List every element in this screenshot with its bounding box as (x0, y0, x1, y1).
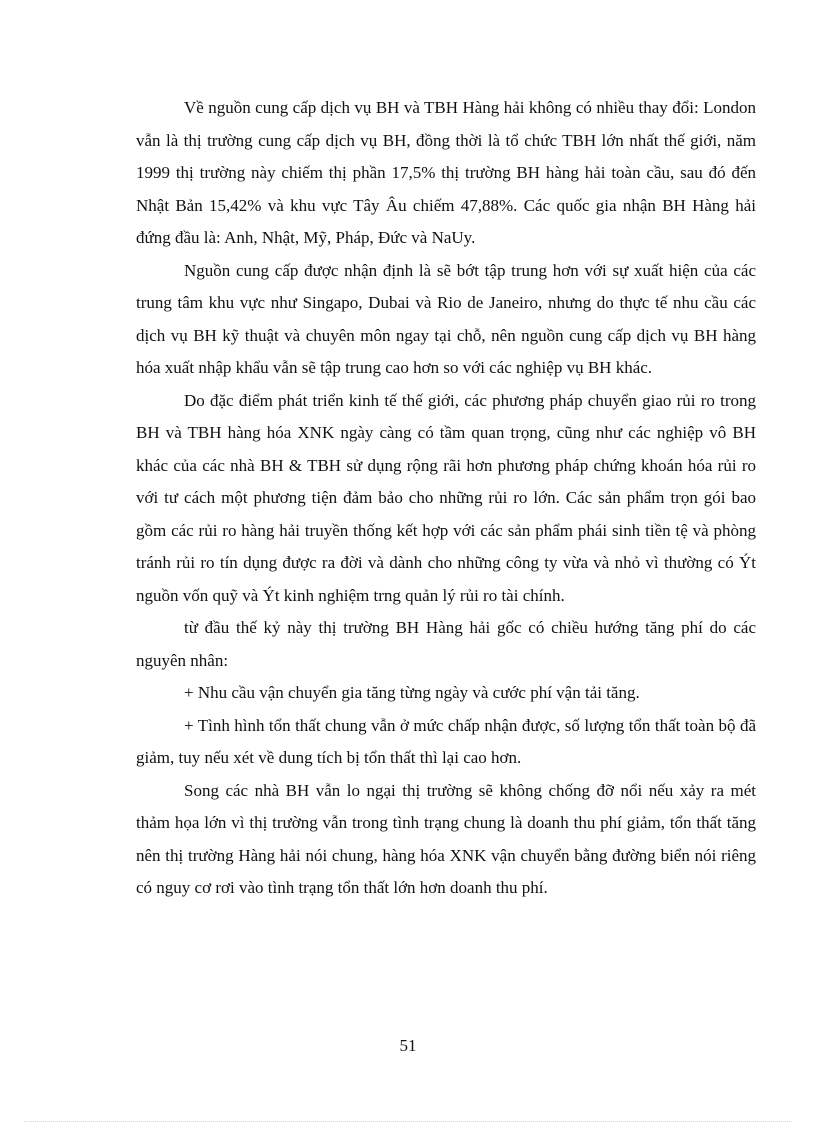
page-number: 51 (399, 1036, 417, 1055)
list-item-transport-demand: + Nhu cầu vận chuyển gia tăng từng ngày và cước phí vận tải tăng. (184, 683, 640, 702)
text-body (136, 92, 756, 905)
paragraph-supply-sources: Về nguồn cung cấp dịch vụ BH và TBH Hàng hải không có nhiều thay đổi: London vẫn là thị trường cung cấp dịch vụ BH, đồng thời là tổ chức TBH lớn nhất thế giới, năm 1999 thị trường này chiếm thị phần 17,5% thị trường BH hàng hải toàn cầu, sau đó đến Nhật Bản 15,42% và khu vực Tây Âu chiếm 47,88%. Các quốc gia nhận BH Hàng hải đứng đầu là: Anh, Nhật, Mỹ, Pháp, Đức và NaUy. (136, 98, 756, 247)
paragraph-regional-centers: Nguồn cung cấp được nhận định là sẽ bớt tập trung hơn với sự xuất hiện của các trung tâm khu vực như Singapo, Dubai và Rio de Janeiro, nhưng do thực tế nhu cầu các dịch vụ BH kỹ thuật và chuyên môn ngay tại chỗ, nên nguồn cung cấp dịch vụ BH hàng hóa xuất nhập khẩu vẫn sẽ tập trung cao hơn so với các nghiệp vụ BH khác. (136, 260, 756, 377)
paragraph-insurer-concerns: Song các nhà BH vẫn lo ngại thị trường sẽ không chống đỡ nổi nếu xảy ra mét thảm họa lớn vì thị trường vẫn trong tình trạng chung là doanh thu phí giảm, tổn thất tăng nên thị trường Hàng hải nói chung, hàng hóa XNK vận chuyển bằng đường biển nói riêng có nguy cơ rơi vào tình trạng tổn thất lớn hơn doanh thu phí. (136, 780, 756, 897)
paragraph-premium-trend: từ đầu thế kỷ này thị trường BH Hàng hải gốc có chiều hướng tăng phí do các nguyên nhân: (136, 618, 756, 670)
list-item-loss-situation: + Tình hình tổn thất chung vẫn ở mức chấp nhận được, số lượng tổn thất toàn bộ đã giảm, tuy nếu xét về dung tích bị tổn thất thì lại cao hơn. (136, 715, 756, 767)
paragraph-risk-transfer: Do đặc điểm phát triển kinh tế thế giới, các phương pháp chuyển giao rủi ro trong BH và TBH hàng hóa XNK ngày càng có tầm quan trọng, cũng như các nghiệp vô BH khác của các nhà BH & TBH sử dụng rộng rãi hơn phương pháp chứng khoán hóa rủi ro với tư cách một phương tiện đảm bảo cho những rủi ro lớn. Các sản phẩm trọn gói bao gồm các rủi ro hàng hải truyền thống kết hợp với các sản phẩm phái sinh tiền tệ và phòng tránh rủi ro tín dụng được ra đời và dành cho những công ty vừa và nhỏ vì thường có Ýt nguồn vốn quỹ và Ýt kinh nghiệm trng quản lý rủi ro tài chính. (136, 390, 756, 605)
footer-divider (24, 1121, 792, 1122)
